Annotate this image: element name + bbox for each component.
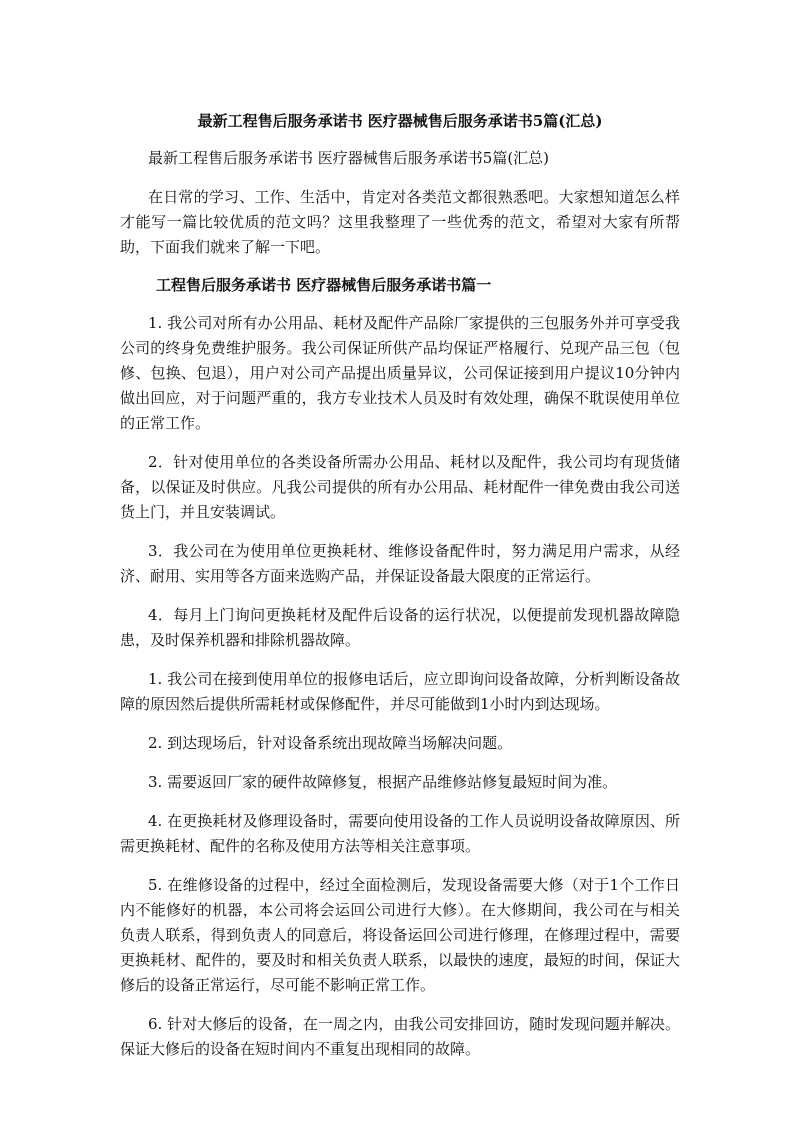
document-subtitle: 最新工程售后服务承诺书 医疗器械售后服务承诺书5篇(汇总) [148, 149, 550, 168]
paragraph-4: 4．每月上门询问更换耗材及配件后设备的运行状况，以便提前发现机器故障隐患，及时保养机器和排除机器故障。 [120, 605, 680, 649]
paragraph-6: 2. 到达现场后，针对设备系统出现故障当场解决问题。 [148, 733, 513, 752]
intro-paragraph: 在日常的学习、工作、生活中，肯定对各类范文都很熟悉吧。大家想知道怎么样才能写一篇比较优质的范文吗？这里我整理了一些优秀的范文，希望对大家有所帮助，下面我们就来了解一下吧。 [120, 187, 680, 256]
paragraph-5: 1. 我公司在接到使用单位的报修电话后，应立即询问设备故障，分析判断设备故障的原因然后提供所需耗材或保修配件，并尽可能做到1小时内到达现场。 [120, 669, 680, 713]
paragraph-10: 6. 针对大修后的设备，在一周之内，由我公司安排回访，随时发现问题并解决。保证大修后的设备在短时间内不重复出现相同的故障。 [120, 1014, 680, 1058]
paragraph-8: 4. 在更换耗材及修理设备时，需要向使用设备的工作人员说明设备故障原因、所需更换耗材、配件的名称及使用方法等相关注意事项。 [120, 811, 680, 855]
paragraph-1: 1. 我公司对所有办公用品、耗材及配件产品除厂家提供的三包服务外并可享受我公司的终身免费维护服务。我公司保证所供产品均保证严格履行、兑现产品三包（包修、包换、包退），用户对公司产品提出质量异议，公司保证接到用户提议10分钟内做出回应，对于问题严重的，我方专业技术人员及时有效处理，确保不耽误使用单位的正常工作。 [120, 313, 680, 432]
section-heading: 工程售后服务承诺书 医疗器械售后服务承诺书篇一 [156, 275, 492, 294]
document-page [120, 110, 680, 1076]
paragraph-3: 3．我公司在为使用单位更换耗材、维修设备配件时，努力满足用户需求，从经济、耐用、实用等各方面来选购产品，并保证设备最大限度的正常运行。 [120, 541, 680, 585]
document-title: 最新工程售后服务承诺书 医疗器械售后服务承诺书5篇(汇总) [197, 112, 603, 130]
paragraph-9: 5. 在维修设备的过程中，经过全面检测后，发现设备需要大修（对于1个工作日内不能修好的机器，本公司将会运回公司进行大修）。在大修期间，我公司在与相关负责人联系，得到负责人的同意后，将设备运回公司进行修理，在修理过程中，需要更换耗材、配件的，要及时和相关负责人联系，以最快的速度，最短的时间，保证大修后的设备正常运行，尽可能不影响正常工作。 [120, 875, 680, 994]
paragraph-7: 3. 需要返回厂家的硬件故障修复，根据产品维修站修复最短时间为准。 [148, 772, 618, 791]
paragraph-2: 2．针对使用单位的各类设备所需办公用品、耗材以及配件，我公司均有现货储备，以保证及时供应。凡我公司提供的所有办公用品、耗材配件一律免费由我公司送货上门，并且安装调试。 [120, 452, 680, 521]
